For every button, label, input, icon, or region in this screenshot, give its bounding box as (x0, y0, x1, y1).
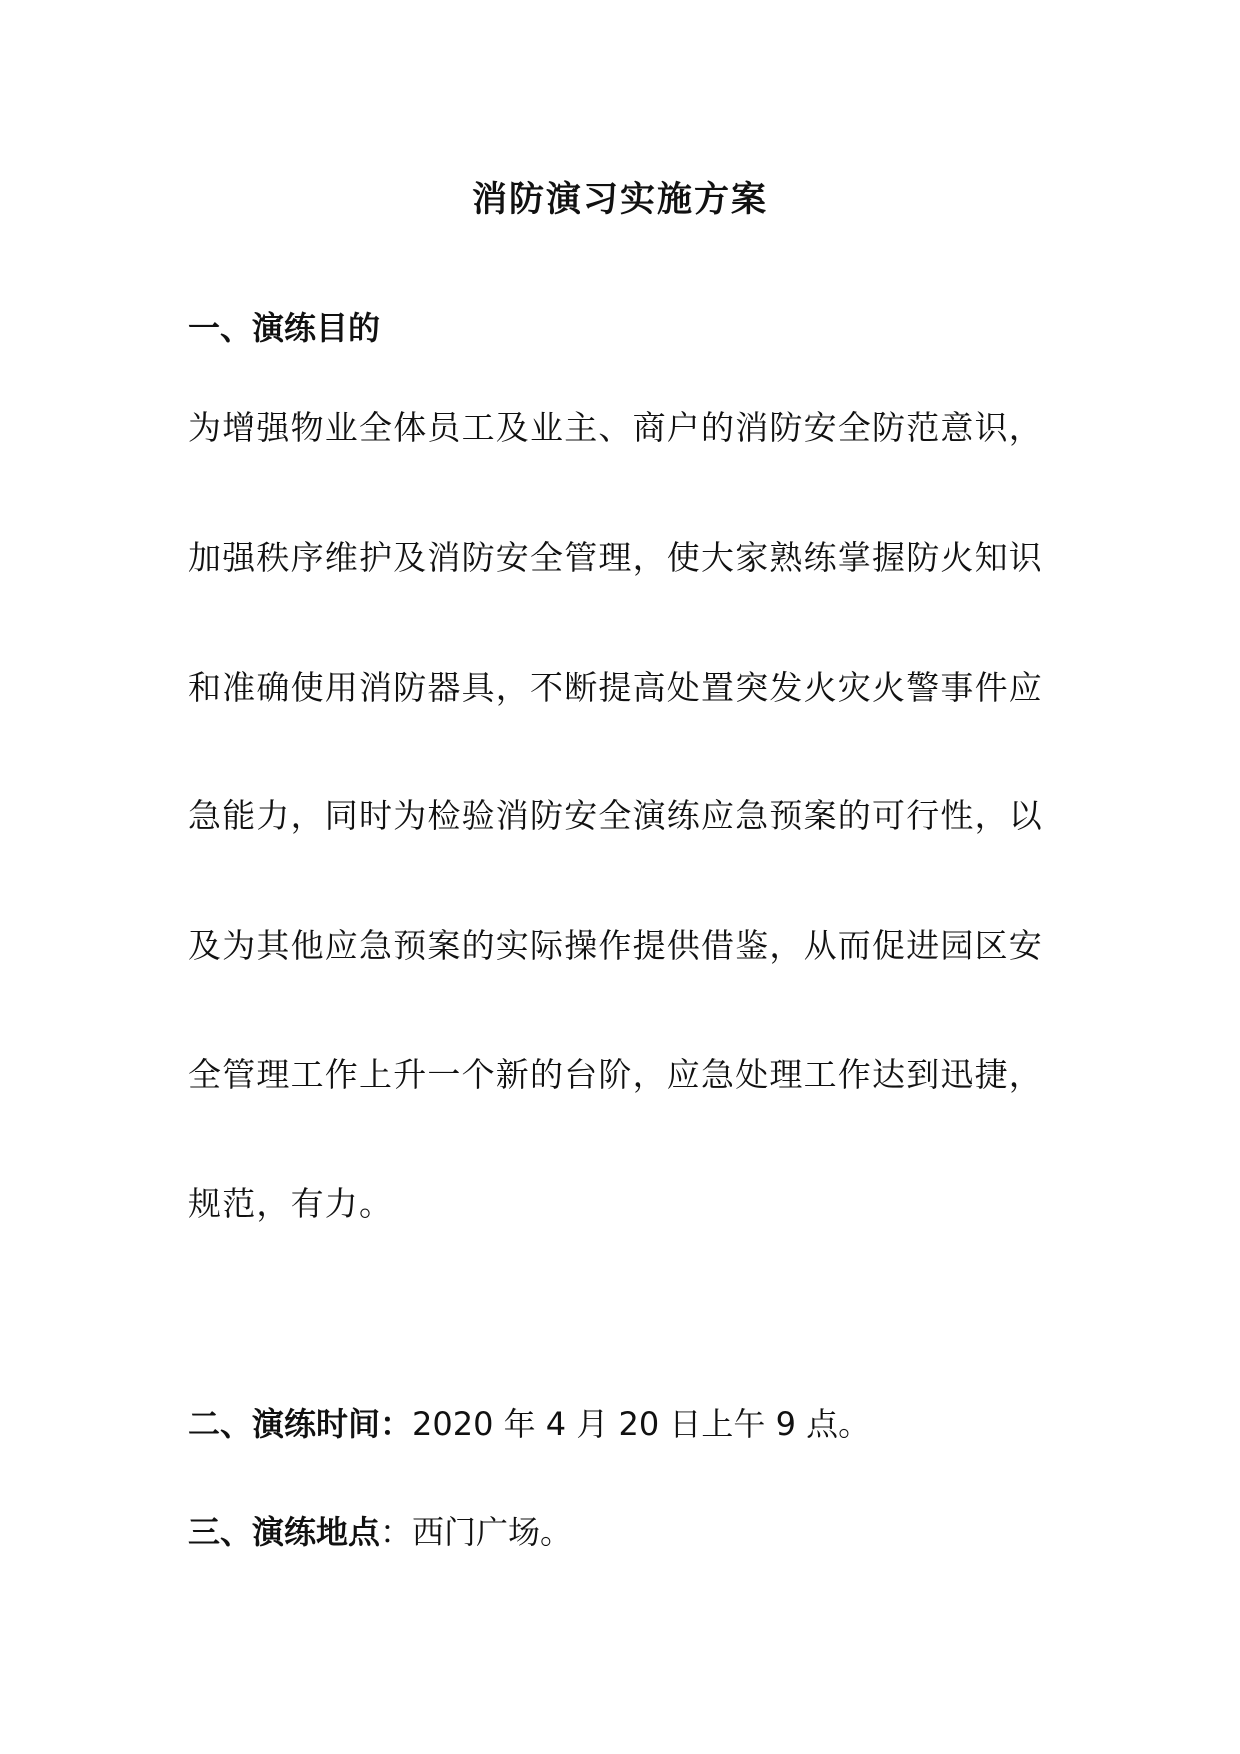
paragraph-line: 及为其他应急预案的实际操作提供借鉴，从而促进园区安 (188, 926, 1043, 965)
drill-time-value: 2020 年 4 月 20 日上午 9 点。 (412, 1405, 871, 1443)
section-heading-purpose: 一、演练目的 (188, 309, 381, 347)
drill-location-value: 西门广场。 (412, 1513, 573, 1551)
paragraph-line: 急能力，同时为检验消防安全演练应急预案的可行性，以 (188, 796, 1043, 835)
paragraph-line: 规范，有力。 (188, 1184, 394, 1223)
drill-location-label: 三、演练地点 (188, 1513, 381, 1551)
paragraph-line: 为增强物业全体员工及业主、商户的消防安全防范意识， (188, 408, 1043, 447)
drill-location-line (188, 1504, 572, 1560)
document-title: 消防演习实施方案 (471, 180, 768, 220)
drill-time-label: 二、演练时间： (188, 1405, 413, 1443)
paragraph-line: 全管理工作上升一个新的台阶，应急处理工作达到迅捷， (188, 1055, 1043, 1094)
drill-location-separator: ： (380, 1513, 413, 1551)
drill-time-line (188, 1396, 870, 1452)
paragraph-line: 加强秩序维护及消防安全管理，使大家熟练掌握防火知识 (188, 538, 1043, 577)
paragraph-line: 和准确使用消防器具，不断提高处置突发火灾火警事件应 (188, 668, 1043, 707)
